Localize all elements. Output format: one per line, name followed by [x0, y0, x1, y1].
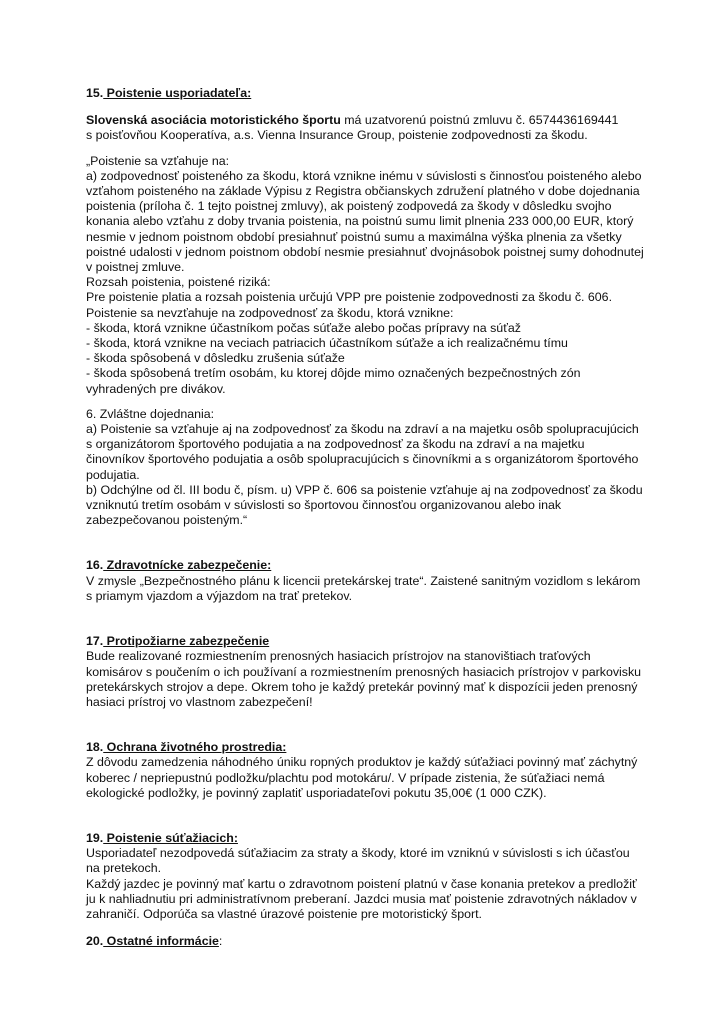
section-17-title: Protipožiarne zabezpečenie: [103, 634, 270, 649]
section-19-body: Usporiadateľ nezodpovedá súťažiacim za straty a škody, ktoré im vzniknú v súvislosti s ich účasťou na pretekoch. Každý jazdec je povinný mať kartu o zdravotnom poistení platnú v čase konania pretekov a predložiť ju k nahliadnutiu pri administratívnom preberaní. Jazdci musia mať poistenie zdravotných nákladov v zahraničí. Odporúča sa vlastné úrazové poistenie pre motoristický šport.: [86, 846, 637, 921]
section-20-title: Ostatné informácie: [103, 934, 219, 949]
section-15-special-terms: 6. Zvláštne dojednania: a) Poistenie sa vzťahuje aj na zodpovednosť za škodu na zdraví a na majetku osôb spolupracujúcich s organizátorom športového podujatia a na zodpovednosť za škodu na zdraví a na majetku činovníkov športového podujatia a osôb spolupracujúcich s činovníkmi a s organizátorom športového podujatia. b) Odchýlne od čl. III bodu č, písm. u) VPP č. 606 sa poistenie vzťahuje aj na zodpovednosť za škodu vzniknutú tretím osobám v súvislosti so športovou činnosťou organizovanou alebo inak zabezpečovanou poisteným.“: [86, 406, 643, 528]
section-17-heading: 17. Protipožiarne zabezpečenie: [86, 634, 270, 649]
section-15-intro-line2: s poisťovňou Kooperatíva, a.s. Vienna Insurance Group, poistenie zodpovednosti za škodu.: [86, 128, 588, 143]
section-19-title: Poistenie súťažiacich:: [103, 830, 238, 845]
section-15-title: Poistenie usporiadateľa:: [103, 86, 252, 100]
section-18-title: Ochrana životného prostredia:: [103, 740, 287, 755]
section-15-heading: [86, 86, 646, 101]
section-16-heading: 16. Zdravotnícke zabezpečenie:: [86, 558, 272, 573]
section-15-quote: „Poistenie sa vzťahuje na: a) zodpovednosť poisteného za škodu, ktorá vznikne inému v súvislosti s činnosťou poisteného alebo vzťahom poisteného na základe Výpisu z Registra občianskych združení platného v dobe dojednania poistenia (príloha č. 1 tejto poistnej zmluvy), ak poistený zodpovedá za škody v dôsledku svojho konania alebo vzťahu z doby trvania poistenia, na poistnú sumu limit plnenia 233 000,00 EUR, ktorý nesmie v jednom poistnom období presiahnuť poistnú sumu a maximálna výška plnenia za všetky poistné udalosti v jednom poistnom období nesmie presiahnuť dvojnásobok poistnej sumy dohodnutej v poistnej zmluve. Rozsah poistenia, poistené riziká: Pre poistenie platia a rozsah poistenia určujú VPP pre poistenie zodpovednosti za škodu č. 606. Poistenie sa nevzťahuje na zodpovednosť za škodu, ktorá vznikne: - škoda, ktorá vznikne účastníkom počas súťaže alebo počas prípravy na súťaž - škoda, ktorá vznikne na veciach patriacich účastníkom súťaže a ich realizačnému tímu - škoda spôsobená v dôsledku zrušenia súťaže - škoda spôsobená tretím osobám, ku ktorej dôjde mimo označených bezpečnostných zón vyhradených pre divákov.: [86, 153, 644, 396]
section-18-body: Z dôvodu zamedzenia náhodného úniku ropných produktov je každý súťažiaci povinný mať záchytný koberec / nepriepustnú podložku/plachtu pod motokáru/. V prípade zistenia, že súťažiaci nemá ekologické podložky, je povinný zaplatiť usporiadateľovi pokutu 35,00€ (1 000 CZK).: [86, 755, 638, 800]
association-name: Slovenská asociácia motoristického športu: [86, 113, 341, 128]
section-20-heading: 20. Ostatné informácie:: [86, 934, 223, 949]
section-18-heading: 18. Ochrana životného prostredia:: [86, 740, 287, 755]
section-19-heading: 19. Poistenie súťažiacich:: [86, 830, 238, 845]
section-16-body: V zmysle „Bezpečnostného plánu k licencii pretekárskej trate“. Zaistené sanitným vozidlom s lekárom s priamym vjazdom a výjazdom na trať pretekov.: [86, 573, 641, 603]
section-17-body: Bude realizované rozmiestnením prenosných hasiacich prístrojov na stanovištiach traťových komisárov s poučením o ich používaní a rozmiestnením prenosných hasiacich prístrojov v parkovisku pretekárskych strojov a depe. Okrem toho je každý pretekár povinný mať k dispozícii jeden prenosný hasiaci prístroj vo vlastnom zabezpečení!: [86, 649, 642, 709]
document-page: [86, 86, 646, 949]
section-16-title: Zdravotnícke zabezpečenie:: [103, 558, 272, 573]
section-15-intro: Slovenská asociácia motoristického športu má uzatvorenú poistnú zmluvu č. 6574436169441 s poisťovňou Kooperatíva, a.s. Vienna Insurance Group, poistenie zodpovednosti za škodu.: [86, 113, 646, 143]
section-15-number: 15.: [86, 86, 104, 100]
